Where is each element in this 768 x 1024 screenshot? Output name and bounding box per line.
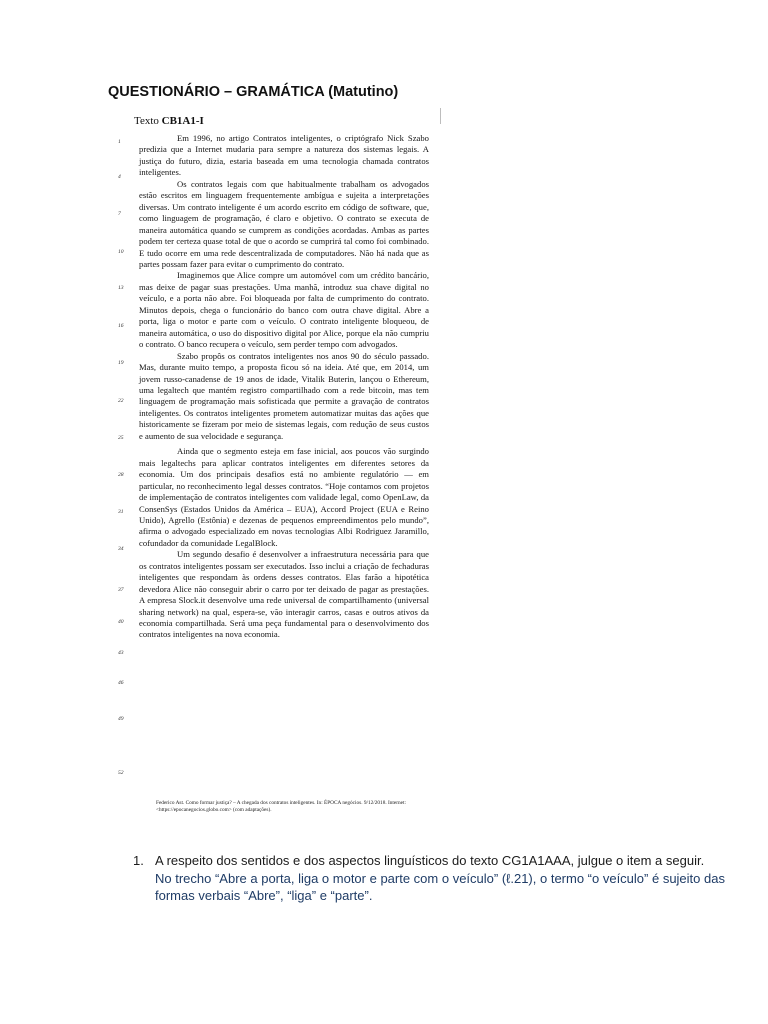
line-number: 22 [118,398,124,404]
question-statement: No trecho “Abre a porta, liga o motor e parte com o veículo” (ℓ.21), o termo “o veículo” é sujeito das formas verbais “Abre”, “liga” e “parte”. [155,870,725,903]
scan-edge-mark [440,108,441,124]
source-citation: Federico Ast. Como formar justiça? – A chegada dos contratos inteligentes. In: ÉPOCA negócios. 9/12/2018. Internet: <https://epocanegocios.globo.com> (com adaptações). [156,800,406,813]
line-number: 52 [118,770,124,776]
line-number: 43 [118,650,124,656]
scanned-text-excerpt [118,104,440,822]
question-list [133,852,733,905]
paragraph: Imaginemos que Alice compre um automóvel com um crédito bancário, mas deixe de pagar suas prestações. Uma manhã, introduz sua chave digital no veículo, e a porta não abre. Foi bloqueada por falta de cumprimento do contrato. Minutos depois, chega o funcionário do banco com outra chave digital. Abre a porta, liga o motor e parte com o veículo. O contrato inteligente bloqueou, de maneira automática, o uso do dispositivo digital por Alice, porque ela não cumpriu o contrato. O banco recupera o veículo, sem perder tempo com advogados. [139,270,429,350]
question-item [133,852,733,905]
paragraph: Os contratos legais com que habitualmente trabalham os advogados estão escritos em linguagem frequentemente ambígua e sujeita a interpretações diversas. Um contrato inteligente é um acordo escrito em código de software, que, como linguagem de programação, é claro e objetivo. O contrato se executa de maneira automática quando se cumprem as condições acordadas. Ambas as partes podem ter certeza quase total de que o acordo se cumprirá tal como foi combinado. E tudo ocorre em uma rede descentralizada de computadores. Não há nada que as partes possam fazer para evitar o cumprimento do contrato. [139,178,429,269]
line-number: 46 [118,680,124,686]
line-number: 4 [118,174,121,180]
page-title: QUESTIONÁRIO – GRAMÁTICA (Matutino) [108,84,399,100]
line-number: 10 [118,249,124,255]
paragraph: Um segundo desafio é desenvolver a infraestrutura necessária para que os contratos inteligentes possam ser executados. Isso inclui a criação de fechaduras inteligentes que respondam às ordens desses contratos. Elas farão a hipotética devedora Alice não conseguir abrir o carro por ter deixado de pagar as prestações. A empresa Slock.it desenvolve uma rede universal de compartilhamento (universal sharing network) na qual, espera-se, vão interagir carros, casas e outros ativos da economia compartilhada. Será uma peça fundamental para o desenvolvimento dos contratos inteligentes na nova economia. [139,549,429,640]
line-number: 40 [118,619,124,625]
line-number: 16 [118,323,124,329]
text-header [134,115,204,127]
question-number: 1. [133,853,144,868]
article-text [139,133,429,641]
line-number: 25 [118,435,124,441]
line-number: 34 [118,546,124,552]
paragraph: Em 1996, no artigo Contratos inteligentes, o criptógrafo Nick Szabo predizia que a Internet mudaria para sempre a natureza dos sistemas legais. A justiça do futuro, dizia, estaria baseada em uma tecnologia chamada contratos inteligentes. [139,133,429,178]
paragraph: Szabo propôs os contratos inteligentes nos anos 90 do século passado. Mas, durante muito tempo, a proposta ficou só na ideia. Até que, em 2014, um jovem russo-canadense de 19 anos de idade, Vitalik Buterin, lançou o Ethereum, uma legaltech que mantém registro compartilhado com a rede bitcoin, mas tem linguagem de programação mais sofisticada que permite a gravação de contratos inteligentes. Os contratos inteligentes prometem automatizar muitas das ações que historicamente se fizeram por meio de sistemas legais, com redução de seus custos e aumento de sua velocidade e segurança. [139,350,429,441]
line-number: 37 [118,587,124,593]
line-number: 13 [118,285,124,291]
text-id: CB1A1-I [161,115,204,127]
paragraph: Ainda que o segmento esteja em fase inicial, aos poucos vão surgindo mais legaltechs para aplicar contratos inteligentes em diferentes setores da economia. Um dos principais desafios está no ambiente regulatório — em particular, no reconhecimento legal desses contratos. “Hoje contamos com projetos de implementação de contratos inteligentes com validade legal, como OpenLaw, da ConsenSys (Estados Unidos da América – EUA), Accord Project (EUA e Reino Unido), Agrello (Estônia) e dezenas de pequenos empreendimentos pelo mundo”, afirma o advogado especializado em novas tecnologias Albi Rodriguez Jaramillo, cofundador da comunidade LegalBlock. [139,446,429,548]
line-number: 19 [118,360,124,366]
question-body [155,852,733,905]
line-number: 1 [118,139,121,145]
text-label: Texto [134,115,162,127]
line-number: 49 [118,716,124,722]
question-prompt: A respeito dos sentidos e dos aspectos linguísticos do texto CG1A1AAA, julgue o item a seguir. [155,853,705,868]
line-number: 31 [118,509,124,515]
line-number: 7 [118,211,121,217]
line-number: 28 [118,472,124,478]
